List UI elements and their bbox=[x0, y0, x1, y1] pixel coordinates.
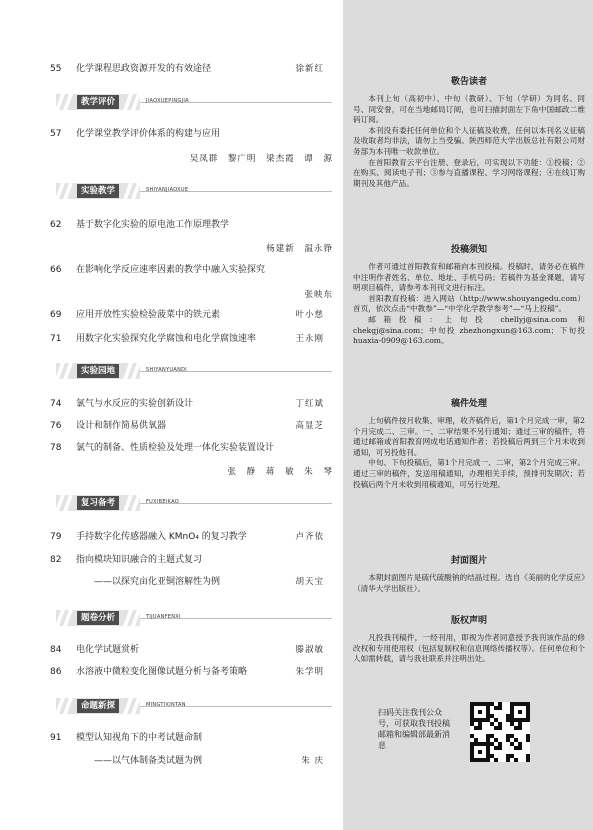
article-subtitle: ——以气体制备类试题为例 bbox=[94, 756, 203, 766]
article-author: 叶小慈 bbox=[295, 310, 324, 320]
section-pinyin: FUXIBEIKAO bbox=[146, 499, 179, 505]
submission-paragraph: 作者可通过首阳教育和邮箱向本刊投稿。投稿时，请务必在稿件中注明作者姓名、单位、地址、手机号码；若稿件为基金课题，请写明项目稿件，请参考本刊刊文进行标注。 bbox=[353, 262, 585, 293]
cover-notice bbox=[353, 555, 585, 594]
qr-caption: 扫码关注我刊公众号，可获取我刊投稿邮箱和编辑部最新消息 bbox=[378, 708, 450, 750]
article-title: 化学课堂教学评价体系的构建与应用 bbox=[76, 129, 221, 139]
article-authors: 杨建新 温永铮 bbox=[266, 244, 333, 254]
article-title: 氯气与水反应的实验创新设计 bbox=[76, 399, 194, 409]
page-number: 79 bbox=[50, 532, 62, 542]
page-number: 74 bbox=[50, 399, 62, 409]
article-title: 手持数字化传感器融入 KMnO₄ 的复习教学 bbox=[76, 532, 247, 542]
article-author: 滕淑敏 bbox=[295, 645, 324, 655]
page-number: 86 bbox=[50, 667, 62, 677]
section-header-new-exploration bbox=[56, 698, 332, 714]
article-author: 卢齐依 bbox=[295, 532, 324, 542]
article-author: 丁红斌 bbox=[295, 399, 324, 409]
article-title: 氯气的制备、性质检验及处理一体化实验装置设计 bbox=[76, 443, 275, 453]
submission-notice bbox=[353, 244, 585, 347]
section-header-exam-analysis bbox=[56, 610, 332, 626]
submission-paragraph: 首阳教育投稿：进入网站（http://www.shouyangedu.com）首页，依次点击“中教参”—“中学化学教学参考”—“马上投稿”。 bbox=[353, 293, 585, 314]
processing-paragraph: 上旬稿件按月收集、审理，收齐稿件后，第1个月完成一审，第2个月完成二、三审。一、二审结果不另行通知；通过三审的稿件，将通过邮箱或首阳教育网成电话通知作者；若投稿后两到三个月未收到通知，可另投他刊。 bbox=[353, 416, 585, 457]
page-number: 69 bbox=[50, 310, 62, 320]
qr-code-icon[interactable] bbox=[470, 702, 530, 762]
section-pinyin: MINGTIXINTAN bbox=[146, 702, 186, 708]
section-header-experiment-garden bbox=[56, 363, 332, 379]
article-subtitle: ——以探究亩化亚铜溶解性为例 bbox=[94, 577, 221, 587]
section-label: 命题新探 bbox=[77, 699, 119, 713]
page-number: 71 bbox=[50, 334, 62, 344]
cover-title: 封面图片 bbox=[450, 556, 487, 566]
page-number: 82 bbox=[50, 555, 62, 565]
copyright-notice bbox=[353, 615, 585, 665]
article-title: 电化学试题赏析 bbox=[76, 645, 140, 655]
article-title: 用数字化实验探究化学腐蚀和电化学腐蚀速率 bbox=[76, 334, 257, 344]
section-header-experiment-teaching bbox=[56, 183, 332, 199]
page-number: 84 bbox=[50, 645, 62, 655]
article-author: 徐新红 bbox=[295, 64, 324, 74]
section-pinyin: TIJUANFENXI bbox=[146, 614, 181, 620]
copyright-title: 版权声明 bbox=[450, 616, 487, 626]
article-author: 王永刚 bbox=[295, 334, 324, 344]
submission-paragraph: 邮箱投稿：上旬投 chellyj@sina.com 和 chekgj@sina.com；中旬投 zhezhongxun@163.com；下旬投 huaxia-0909@163.com。 bbox=[353, 314, 585, 346]
page-number: 57 bbox=[50, 129, 62, 139]
readers-paragraph: 本刊上旬（高初中）、中旬（教研）、下旬（学研）为同名、同号、同安誉，可在当地邮局订阅，也可扫描封面左下角中国邮政二维码订阅。 bbox=[353, 94, 585, 125]
article-author: 朱学明 bbox=[295, 667, 324, 677]
page-number: 78 bbox=[50, 443, 62, 453]
page-number: 55 bbox=[50, 64, 62, 74]
section-pinyin: SHIYANJIAOXUE bbox=[146, 187, 189, 193]
page-number: 76 bbox=[50, 421, 62, 431]
article-title: 应用开放性实验检验菠菜中的铁元素 bbox=[76, 310, 221, 320]
article-authors: 张映东 bbox=[304, 290, 333, 300]
page-number: 66 bbox=[50, 265, 62, 275]
article-title: 设计和制作简易供氧器 bbox=[76, 421, 167, 431]
readers-paragraph: 在首阳教育云平台注册、登录后，可实现以下功能：①投稿；②在购买、阅读电子刊；③参与直播课程、学习网络课程；④在线订购期刊及其他产品。 bbox=[353, 157, 585, 188]
section-header-review bbox=[56, 495, 332, 511]
article-title: 模型认知视角下的中考试题命制 bbox=[76, 733, 203, 743]
section-pinyin: SHIYANYUANDI bbox=[146, 367, 188, 373]
processing-notice bbox=[353, 398, 585, 490]
copyright-paragraph: 凡投我刊稿件，一经刊用，即视为作者同意授予我刊该作品的修改权和专用使用权（包括复制权和信息网络传播权等）。任何单位和个人如需转载，请与我社联系并注明出处。 bbox=[353, 633, 585, 664]
processing-title: 稿件处理 bbox=[450, 399, 487, 409]
article-author: 朱 庆 bbox=[301, 756, 324, 766]
article-authors: 吴凤群 黎广明 梁杰霞 谭 源 bbox=[189, 154, 333, 164]
section-label: 实验教学 bbox=[77, 184, 119, 198]
section-pinyin: JIAOXUEPINGJIA bbox=[146, 98, 189, 104]
processing-paragraph: 中旬、下旬投稿后，第1个月完成一、二审，第2个月完成三审。通过三审的稿件，发送用稿通知，办理相关手续，预排刊发期次；若投稿后两个月未收到用稿通知，可另行处理。 bbox=[353, 458, 585, 489]
article-author: 胡天宝 bbox=[295, 577, 324, 587]
readers-paragraph: 本刊没有委托任何单位和个人征稿及收费，任何以本刊名义征稿及收取者均非法，请勿上当受骗。陕西师范大学出版总社有限公司财务部为本刊唯一收款单位。 bbox=[353, 125, 585, 156]
section-label: 实验园地 bbox=[77, 364, 119, 378]
section-label: 教学评价 bbox=[77, 95, 119, 109]
section-label: 复习备考 bbox=[77, 496, 119, 510]
article-title: 基于数字化实验的原电池工作原理教学 bbox=[76, 220, 230, 230]
page-number: 62 bbox=[50, 220, 62, 230]
section-header-teaching-evaluation bbox=[56, 94, 332, 110]
article-author: 高显芝 bbox=[295, 421, 324, 431]
submission-title: 投稿须知 bbox=[450, 245, 487, 255]
article-authors: 张 静 蒋 敏 朱 琴 bbox=[227, 467, 333, 477]
article-title: 化学课程思政资源开发的有效途径 bbox=[76, 64, 212, 74]
readers-title: 敬告读者 bbox=[450, 77, 487, 87]
cover-paragraph: 本期封面图片是硫代硫酸钠的结晶过程。选自《美丽的化学反应》（清华大学出版社）。 bbox=[353, 573, 585, 593]
page-number: 91 bbox=[50, 733, 62, 743]
article-title: 指向模块知识融合的主题式复习 bbox=[76, 555, 203, 565]
readers-notice bbox=[353, 76, 585, 189]
article-title: 在影响化学反应速率因素的教学中融入实验探究 bbox=[76, 265, 266, 275]
article-title: 水溶液中微粒变化图像试题分析与备考策略 bbox=[76, 667, 248, 677]
section-label: 题卷分析 bbox=[77, 611, 119, 625]
